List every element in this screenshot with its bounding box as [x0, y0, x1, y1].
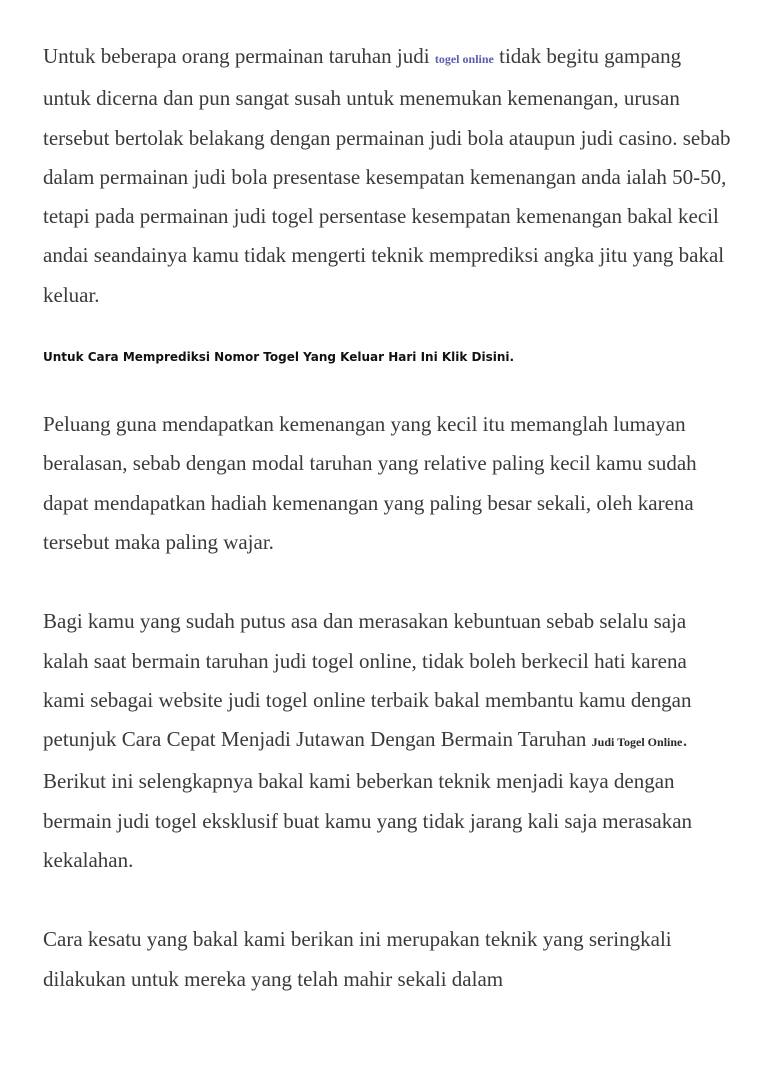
paragraph-intro-text-start: Untuk beberapa orang permainan taruhan judi — [43, 44, 435, 68]
prediction-link[interactable]: Untuk Cara Memprediksi Nomor Togel Yang Keluar Hari Ini Klik Disini. — [43, 350, 515, 365]
paragraph-bagi-kamu-text-start: Bagi kamu yang sudah putus asa dan merasakan kebuntuan sebab selalu saja kalah saat bermain taruhan judi togel online, tidak boleh berkecil hati karena kami sebagai website judi togel online terbaik bakal membantu kamu dengan petunjuk Cara Cepat Menjadi Jutawan Dengan Bermain Taruhan — [43, 609, 692, 752]
paragraph-bagi-kamu — [43, 602, 733, 880]
paragraph-peluang: Peluang guna mendapatkan kemenangan yang kecil itu memanglah lumayan beralasan, sebab dengan modal taruhan yang relative paling kecil kamu sudah dapat mendapatkan hadiah kemenangan yang paling besar sekali, oleh karena tersebut maka paling wajar. — [43, 412, 697, 554]
paragraph-gap — [43, 562, 733, 602]
paragraph-cara-kesatu: Cara kesatu yang bakal kami berikan ini merupakan teknik yang seringkali dilakukan untuk mereka yang telah mahir sekali dalam — [43, 927, 672, 991]
paragraph-gap — [43, 880, 733, 920]
togel-online-link[interactable]: togel online — [434, 52, 494, 66]
paragraph-intro-text-end: tidak begitu gampang untuk dicerna dan pun sangat susah untuk menemukan kemenangan, urusan tersebut bertolak belakang dengan permainan judi bola ataupun judi casino. sebab dalam permainan judi bola presentase kesempatan kemenangan anda ialah 50-50, tetapi pada permainan judi togel persentase kesempatan kemenangan bakal kecil andai seandainya kamu tidak mengerti teknik memprediksi angka jitu yang bakal keluar. — [43, 44, 731, 307]
judi-togel-online-inline: Judi Togel Online — [591, 735, 683, 750]
paragraph-bagi-kamu-text-end: . Berikut ini selengkapnya bakal kami beberkan teknik menjadi kaya dengan bermain judi togel eksklusif buat kamu yang tidak jarang kali saja merasakan kekalahan. — [43, 727, 693, 873]
paragraph-intro — [43, 37, 733, 315]
document-page — [43, 37, 733, 999]
